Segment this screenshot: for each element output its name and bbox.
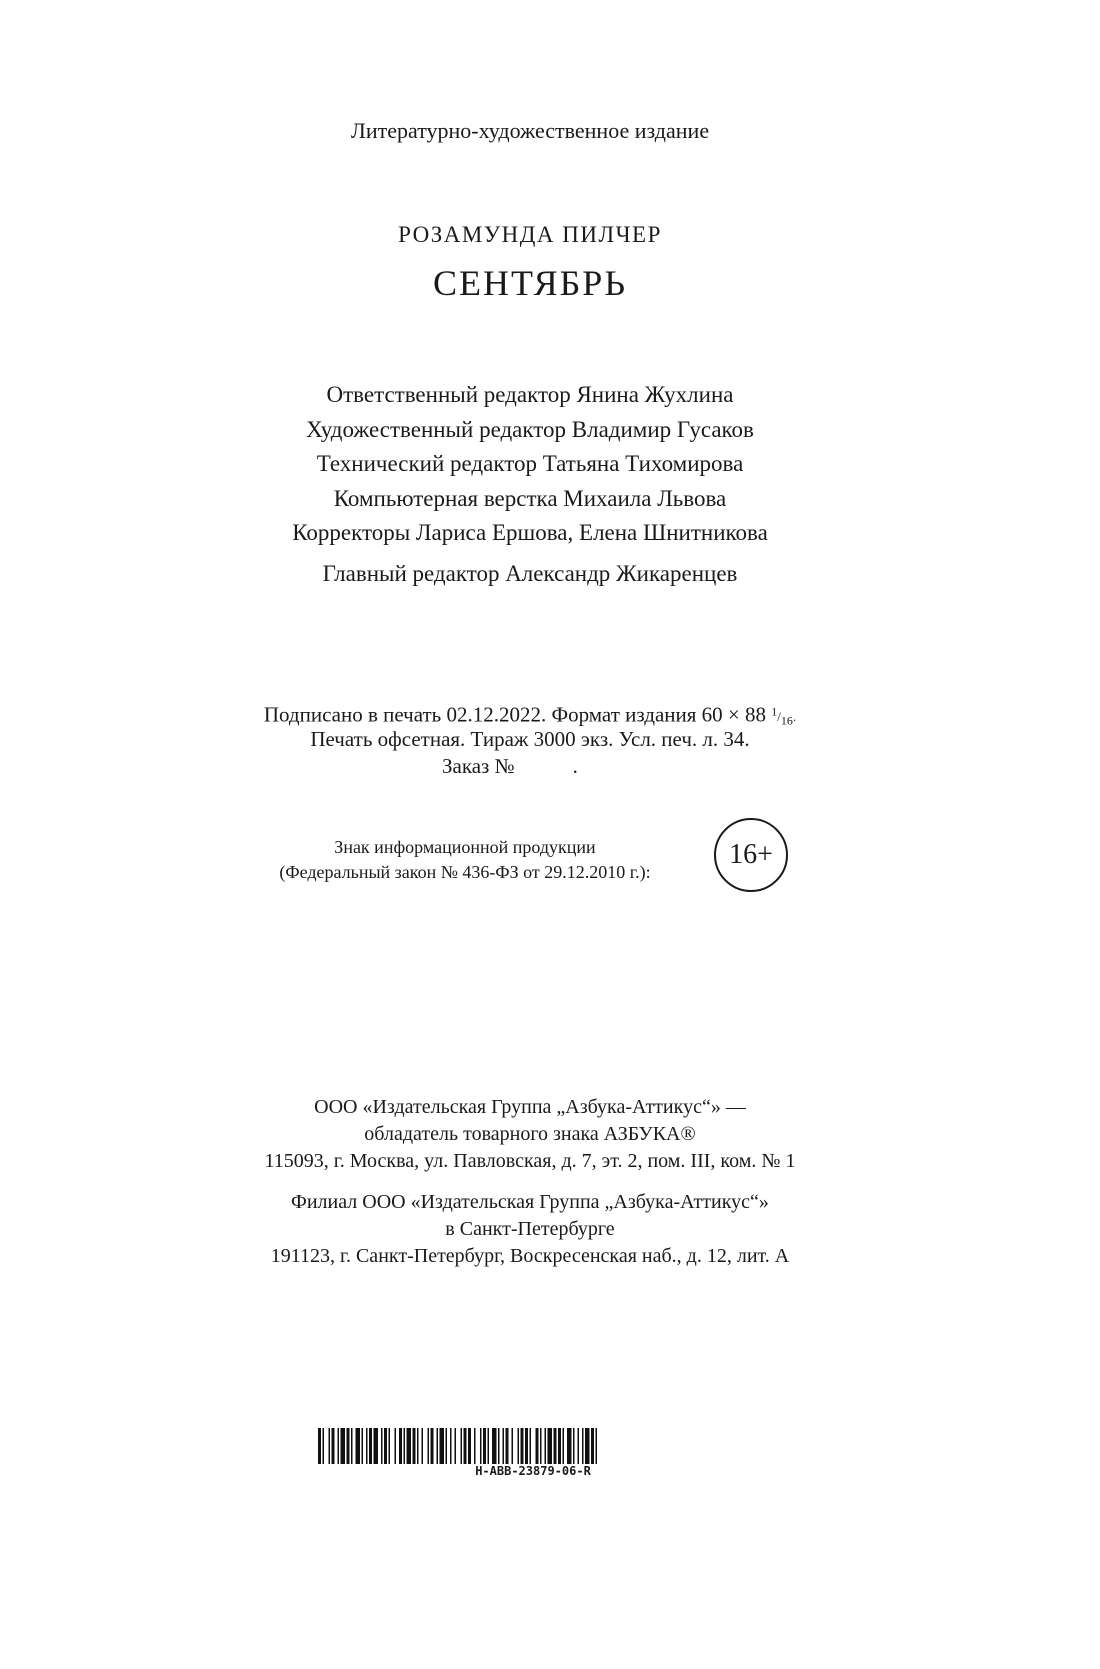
- order-line: [0, 753, 1042, 780]
- info-mark-line-2: (Федеральный закон № 436-ФЗ от 29.12.2010 г.):: [279, 862, 651, 882]
- barcode-icon: [318, 1428, 748, 1464]
- book-title: СЕНТЯБРЬ: [433, 263, 627, 303]
- staff-line: Компьютерная верстка Михаила Львова: [333, 485, 727, 511]
- info-product-mark: [230, 835, 700, 885]
- print-format-text: Подписано в печать 02.12.2022. Формат издания 60 × 88: [263, 702, 767, 727]
- print-line-1: [0, 699, 1060, 726]
- order-label: Заказ №: [442, 754, 515, 778]
- chief-editor: Главный редактор Александр Жикаренцев: [322, 561, 738, 586]
- barcode-number: H-ABB-23879-06-R: [475, 1464, 591, 1478]
- genre-label: Литературно-художественное издание: [350, 118, 710, 143]
- fraction-denominator: 16: [780, 713, 793, 728]
- publisher-line: 115093, г. Москва, ул. Павловская, д. 7, эт. 2, пом. III, ком. № 1: [264, 1150, 796, 1172]
- staff-line: Корректоры Лариса Ершова, Елена Шнитникова: [292, 520, 768, 545]
- staff-line: Технический редактор Татьяна Тихомирова: [316, 451, 744, 476]
- barcode: [318, 1428, 748, 1464]
- publisher-line: обладатель товарного знака АЗБУКА®: [364, 1123, 696, 1145]
- order-end: .: [572, 754, 578, 778]
- author-name: РОЗАМУНДА ПИЛЧЕР: [398, 222, 662, 247]
- staff-line: Ответственный редактор Янина Жухлина: [326, 382, 734, 407]
- branch-line: в Санкт-Петербурге: [445, 1218, 615, 1240]
- publisher-info: [0, 1094, 1060, 1270]
- branch-line: Филиал ООО «Издательская Группа „Азбука-Аттикус“»: [291, 1191, 769, 1213]
- staff-list: [0, 378, 1060, 551]
- age-rating-text: 16+: [729, 839, 773, 870]
- branch-line: 191123, г. Санкт-Петербург, Воскресенская наб., д. 12, лит. А: [270, 1245, 790, 1267]
- staff-line: Художественный редактор Владимир Гусаков: [306, 416, 754, 442]
- age-rating-badge: [714, 818, 788, 892]
- info-mark-line-1: Знак информационной продукции: [334, 837, 596, 857]
- print-info: [0, 699, 1060, 780]
- fraction-numerator: 1: [771, 705, 778, 719]
- print-line-2: Печать офсетная. Тираж 3000 экз. Усл. печ. л. 34.: [310, 727, 750, 751]
- publisher-line: ООО «Издательская Группа „Азбука-Аттикус“» —: [314, 1096, 746, 1118]
- format-fraction: $^1/_{16}$.: [771, 705, 797, 728]
